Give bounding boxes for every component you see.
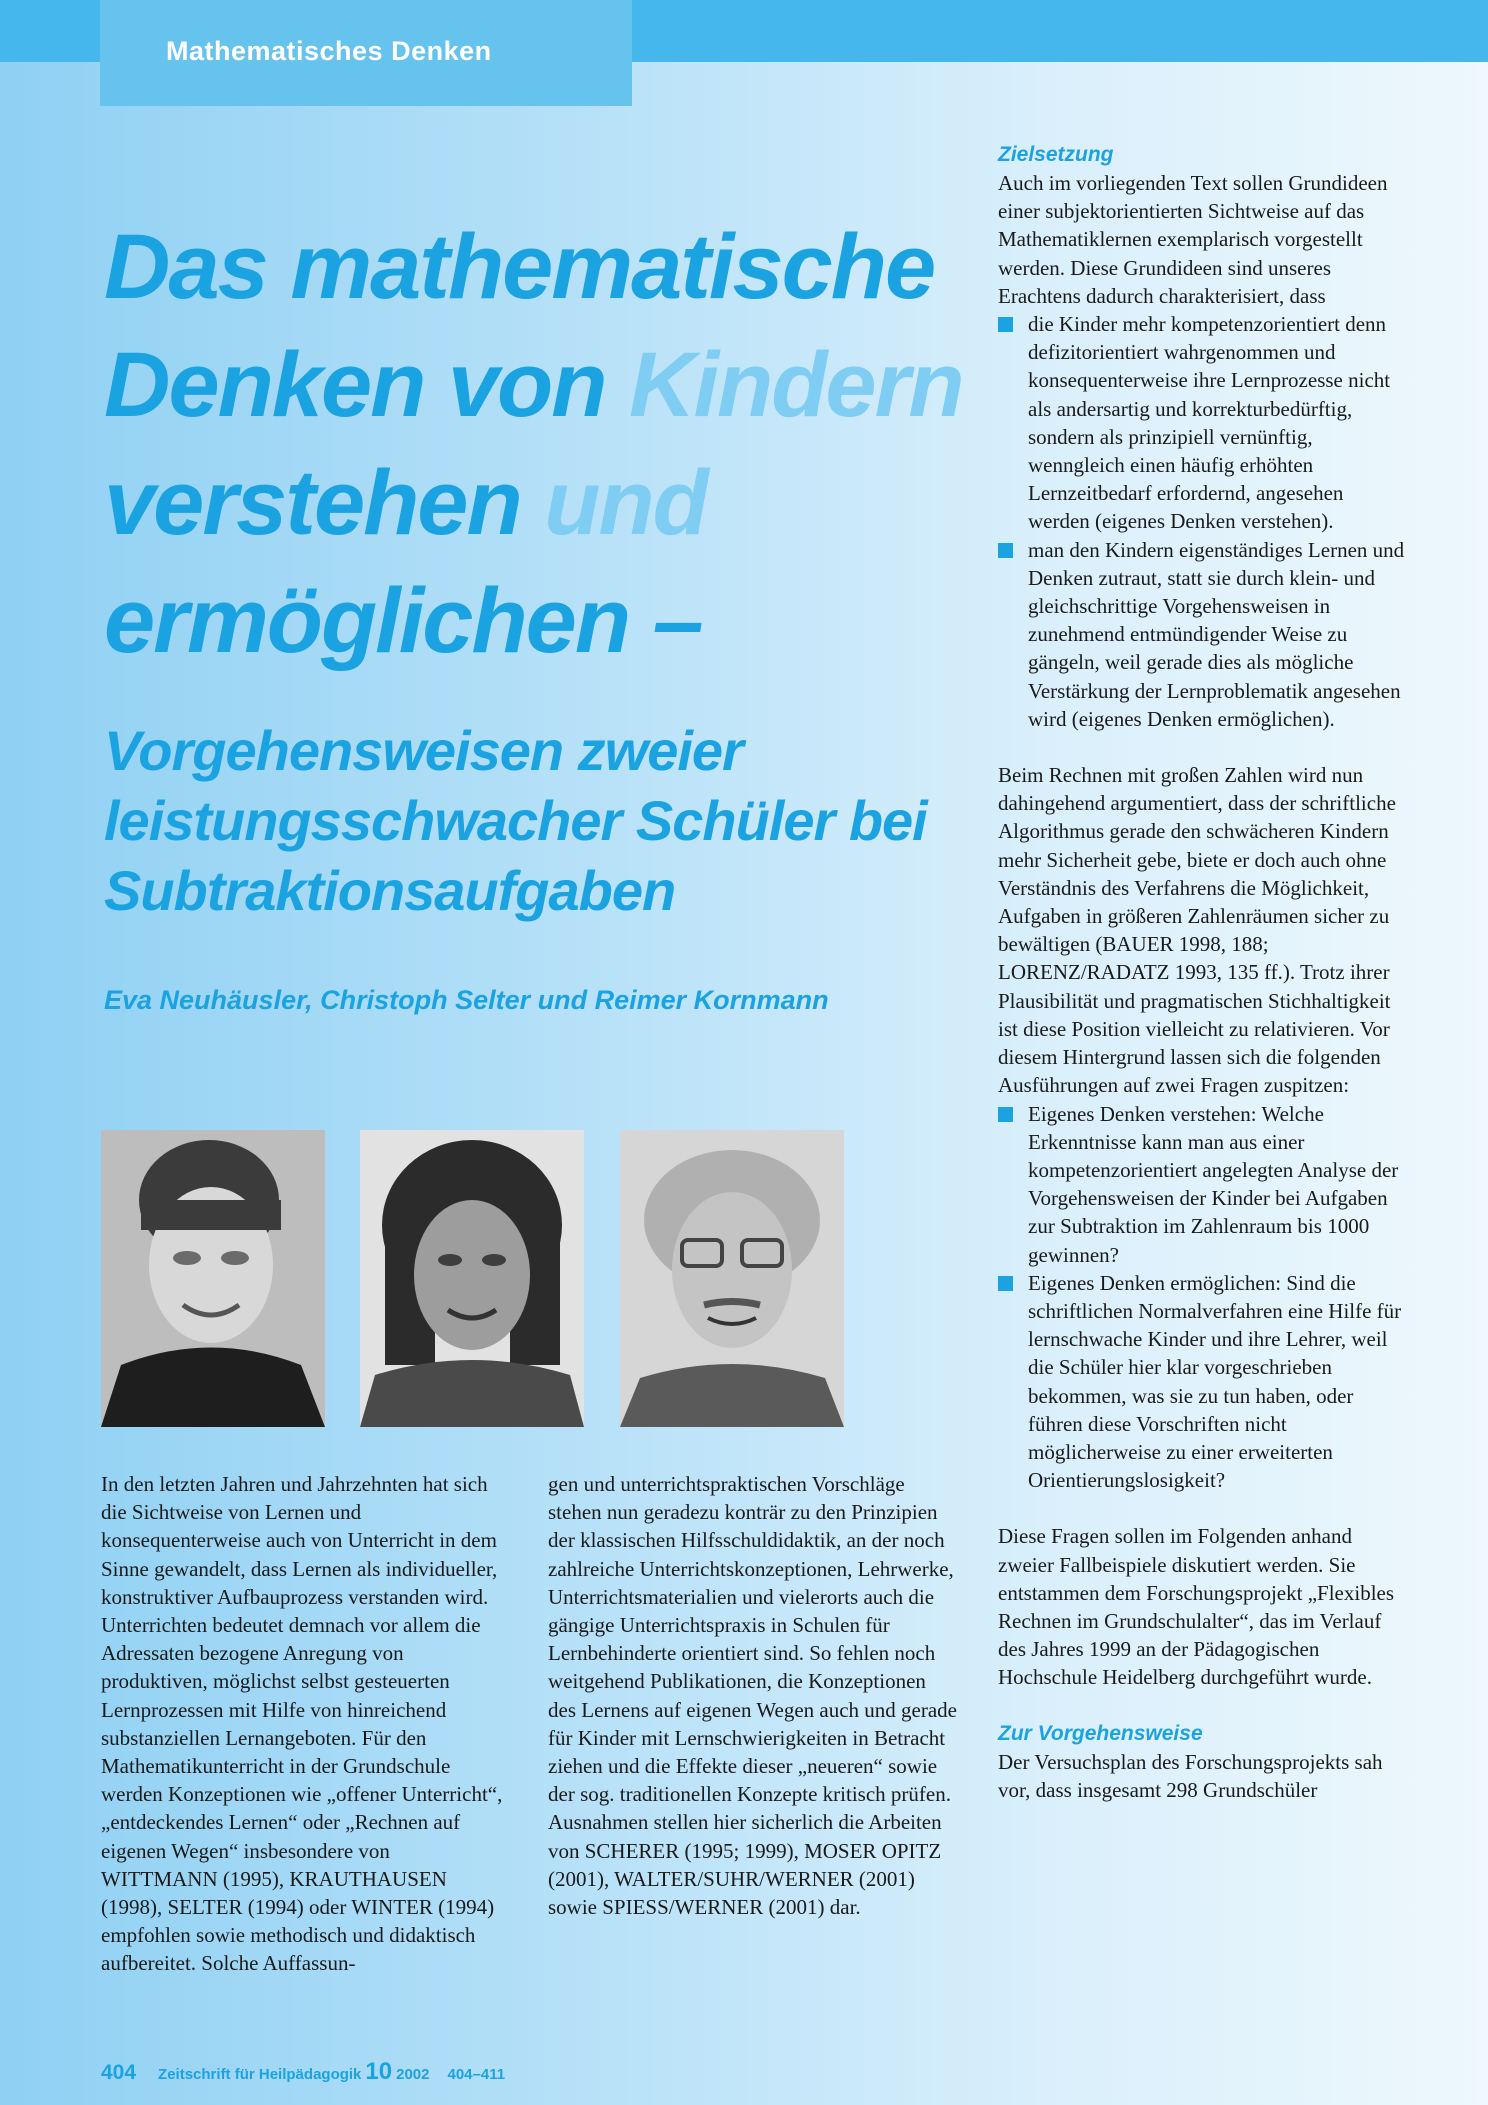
- body-paragraph: Auch im vorliegenden Text sollen Grundideen einer subjektorientierten Sichtweise auf das Mathematiklernen exemplarisch vorgestellt werden. Diese Grundideen sind unseres Erachtens dadurch charakterisiert, dass: [998, 171, 1388, 308]
- page-range: 404–411: [447, 2066, 506, 2083]
- body-paragraph: Diese Fragen sollen im Folgenden anhand zweier Fallbeispiele diskutiert werden. Sie entstammen dem Forschungsprojekt „Flexibles Rechnen im Grundschulalter“, das im Verlauf des Jahres 1999 an der Pädagogischen Hochschule Heidelberg durchgeführt wurde.: [998, 1524, 1395, 1690]
- heading-vorgehensweise: Zur Vorgehensweise: [998, 1721, 1203, 1745]
- list-item: die Kinder mehr kompetenzorientiert denn defizitorientiert wahrgenommen und konsequenterweise ihre Lernprozesse nicht als andersartig und korrekturbedürftig, sondern als prinzipiell vernünftig, wenngleich einen häufig erhöhten Lernzeitbedarf erfordernd, angesehen werden (eigenes Denken verstehen).: [998, 310, 1408, 536]
- bullet-list: [998, 1100, 1408, 1495]
- section-tab: [100, 0, 632, 106]
- author-photo-1: [101, 1130, 325, 1427]
- list-item: Eigenes Denken ermöglichen: Sind die schriftlichen Normalverfahren eine Hilfe für lernschwache Kinder und ihre Lehrer, weil die Schüler hier klar vorgeschrieben bekommen, was sie zu tun haben, oder führen diese Vorschriften nicht möglicherweise zu einer erweiterten Orientierungslosigkeit?: [998, 1269, 1408, 1495]
- body-paragraph: In den letzten Jahren und Jahrzehnten hat sich die Sichtweise von Lernen und konsequenterweise auch von Unterricht in dem Sinne gewandelt, dass Lernen als individueller, konstruktiver Aufbauprozess verstanden wird. Unterrichten bedeutet demnach vor allem die Adressaten bezogene Anregung von produktiven, möglichst selbst gesteuerten Lernprozessen mit Hilfe von hinreichend substanziellen Lernangeboten. Für den Mathematikunterricht in der Grundschule werden Konzeptionen wie „offener Unterricht“, „entdeckendes Lernen“ oder „Rechnen auf eigenen Wegen“ insbesondere von WITTMANN (1995), KRAUTHAUSEN (1998), SELTER (1994) oder WINTER (1994) empfohlen sowie methodisch und didaktisch aufbereitet. Solche Auffassun-: [101, 1472, 503, 1976]
- journal-name: Zeitschrift für Heilpädagogik: [158, 2066, 362, 2083]
- article-title: [104, 208, 984, 680]
- body-paragraph: Beim Rechnen mit großen Zahlen wird nun dahingehend argumentiert, dass der schriftliche Algorithmus gerade den schwächeren Kindern mehr Sicherheit gebe, biete er doch auch ohne Verständnis des Verfahrens die Möglichkeit, Aufgaben in größeren Zahlenräumen sicher zu bewältigen (BAUER 1998, 188; LORENZ/RADATZ 1993, 135 ff.). Trotz ihrer Plausibilität und pragmatischen Stichhaltigkeit ist diese Position vielleicht zu relativieren. Vor diesem Hintergrund lassen sich die folgenden Ausführungen auf zwei Fragen zuspitzen:: [998, 763, 1396, 1098]
- title-line-2b: Kindern: [629, 334, 963, 436]
- title-line-1: Das mathematische: [104, 216, 935, 318]
- heading-zielsetzung: Zielsetzung: [998, 143, 1114, 166]
- authors: Eva Neuhäusler, Christoph Selter und Reimer Kornmann: [104, 985, 829, 1015]
- article-subtitle: [104, 716, 984, 926]
- body-paragraph: gen und unterrichtspraktischen Vorschläge stehen nun geradezu konträr zu den Prinzipien der klassischen Hilfsschuldidaktik, an der noch zahlreiche Unterrichtskonzeptionen, Lehrwerke, Unterrichtsmaterialien und vielerorts auch die gängige Unterrichtspraxis in Schulen für Lernbehinderte orientiert sind. So fehlen noch weitgehend Publikationen, die Konzeptionen des Lernens auf eigenen Wegen auch und gerade für Kinder mit Lernschwierigkeiten in Betracht ziehen und die Effekte dieser „neueren“ sowie der sog. traditionellen Konzepte kritisch prüfen. Ausnahmen stellen hier sicherlich die Arbeiten von SCHERER (1995; 1999), MOSER OPITZ (2001), WALTER/SUHR/WERNER (2001) sowie SPIESS/WERNER (2001) dar.: [548, 1472, 957, 1920]
- subtitle-line-3: Subtraktionsaufgaben: [104, 859, 676, 922]
- title-line-2: [104, 326, 984, 444]
- page-footer: [101, 2058, 1001, 2086]
- title-line-4: ermöglichen –: [104, 570, 702, 672]
- body-column-3: [998, 141, 1408, 1804]
- title-line-3a: verstehen: [104, 452, 545, 554]
- section-label: Mathematisches Denken: [166, 36, 492, 66]
- list-item: Eigenes Denken verstehen: Welche Erkenntnisse kann man aus einer kompetenzorientiert angelegten Analyse der Vorgehensweisen der Kinder bei Aufgaben zur Subtraktion im Zahlenraum bis 1000 gewinnen?: [998, 1100, 1408, 1269]
- issue-year: 2002: [396, 2066, 430, 2083]
- page-number: 404: [101, 2061, 137, 2084]
- title-line-3: [104, 444, 984, 562]
- bullet-list: [998, 310, 1408, 733]
- author-photo-3: [620, 1130, 844, 1427]
- subtitle-line-1: Vorgehensweisen zweier: [104, 719, 743, 782]
- issue-number: 10: [365, 2058, 393, 2085]
- body-paragraph: Der Versuchsplan des Forschungsprojekts sah vor, dass insgesamt 298 Grundschüler: [998, 1749, 1383, 1802]
- body-column-2: [548, 1470, 958, 1921]
- author-photo-2: [360, 1130, 584, 1427]
- title-line-3b: und: [544, 452, 707, 554]
- list-item: man den Kindern eigenständiges Lernen und Denken zutraut, statt sie durch klein- und gleichschrittige Vorgehensweisen in zunehmend entmündigender Weise zu gängeln, weil gerade dies als mögliche Verstärkung der Lernproblematik angesehen wird (eigenes Denken ermöglichen).: [998, 536, 1408, 733]
- body-column-1: [101, 1470, 511, 1978]
- title-line-2a: Denken von: [104, 334, 630, 436]
- subtitle-line-2: leistungsschwacher Schüler bei: [104, 789, 927, 852]
